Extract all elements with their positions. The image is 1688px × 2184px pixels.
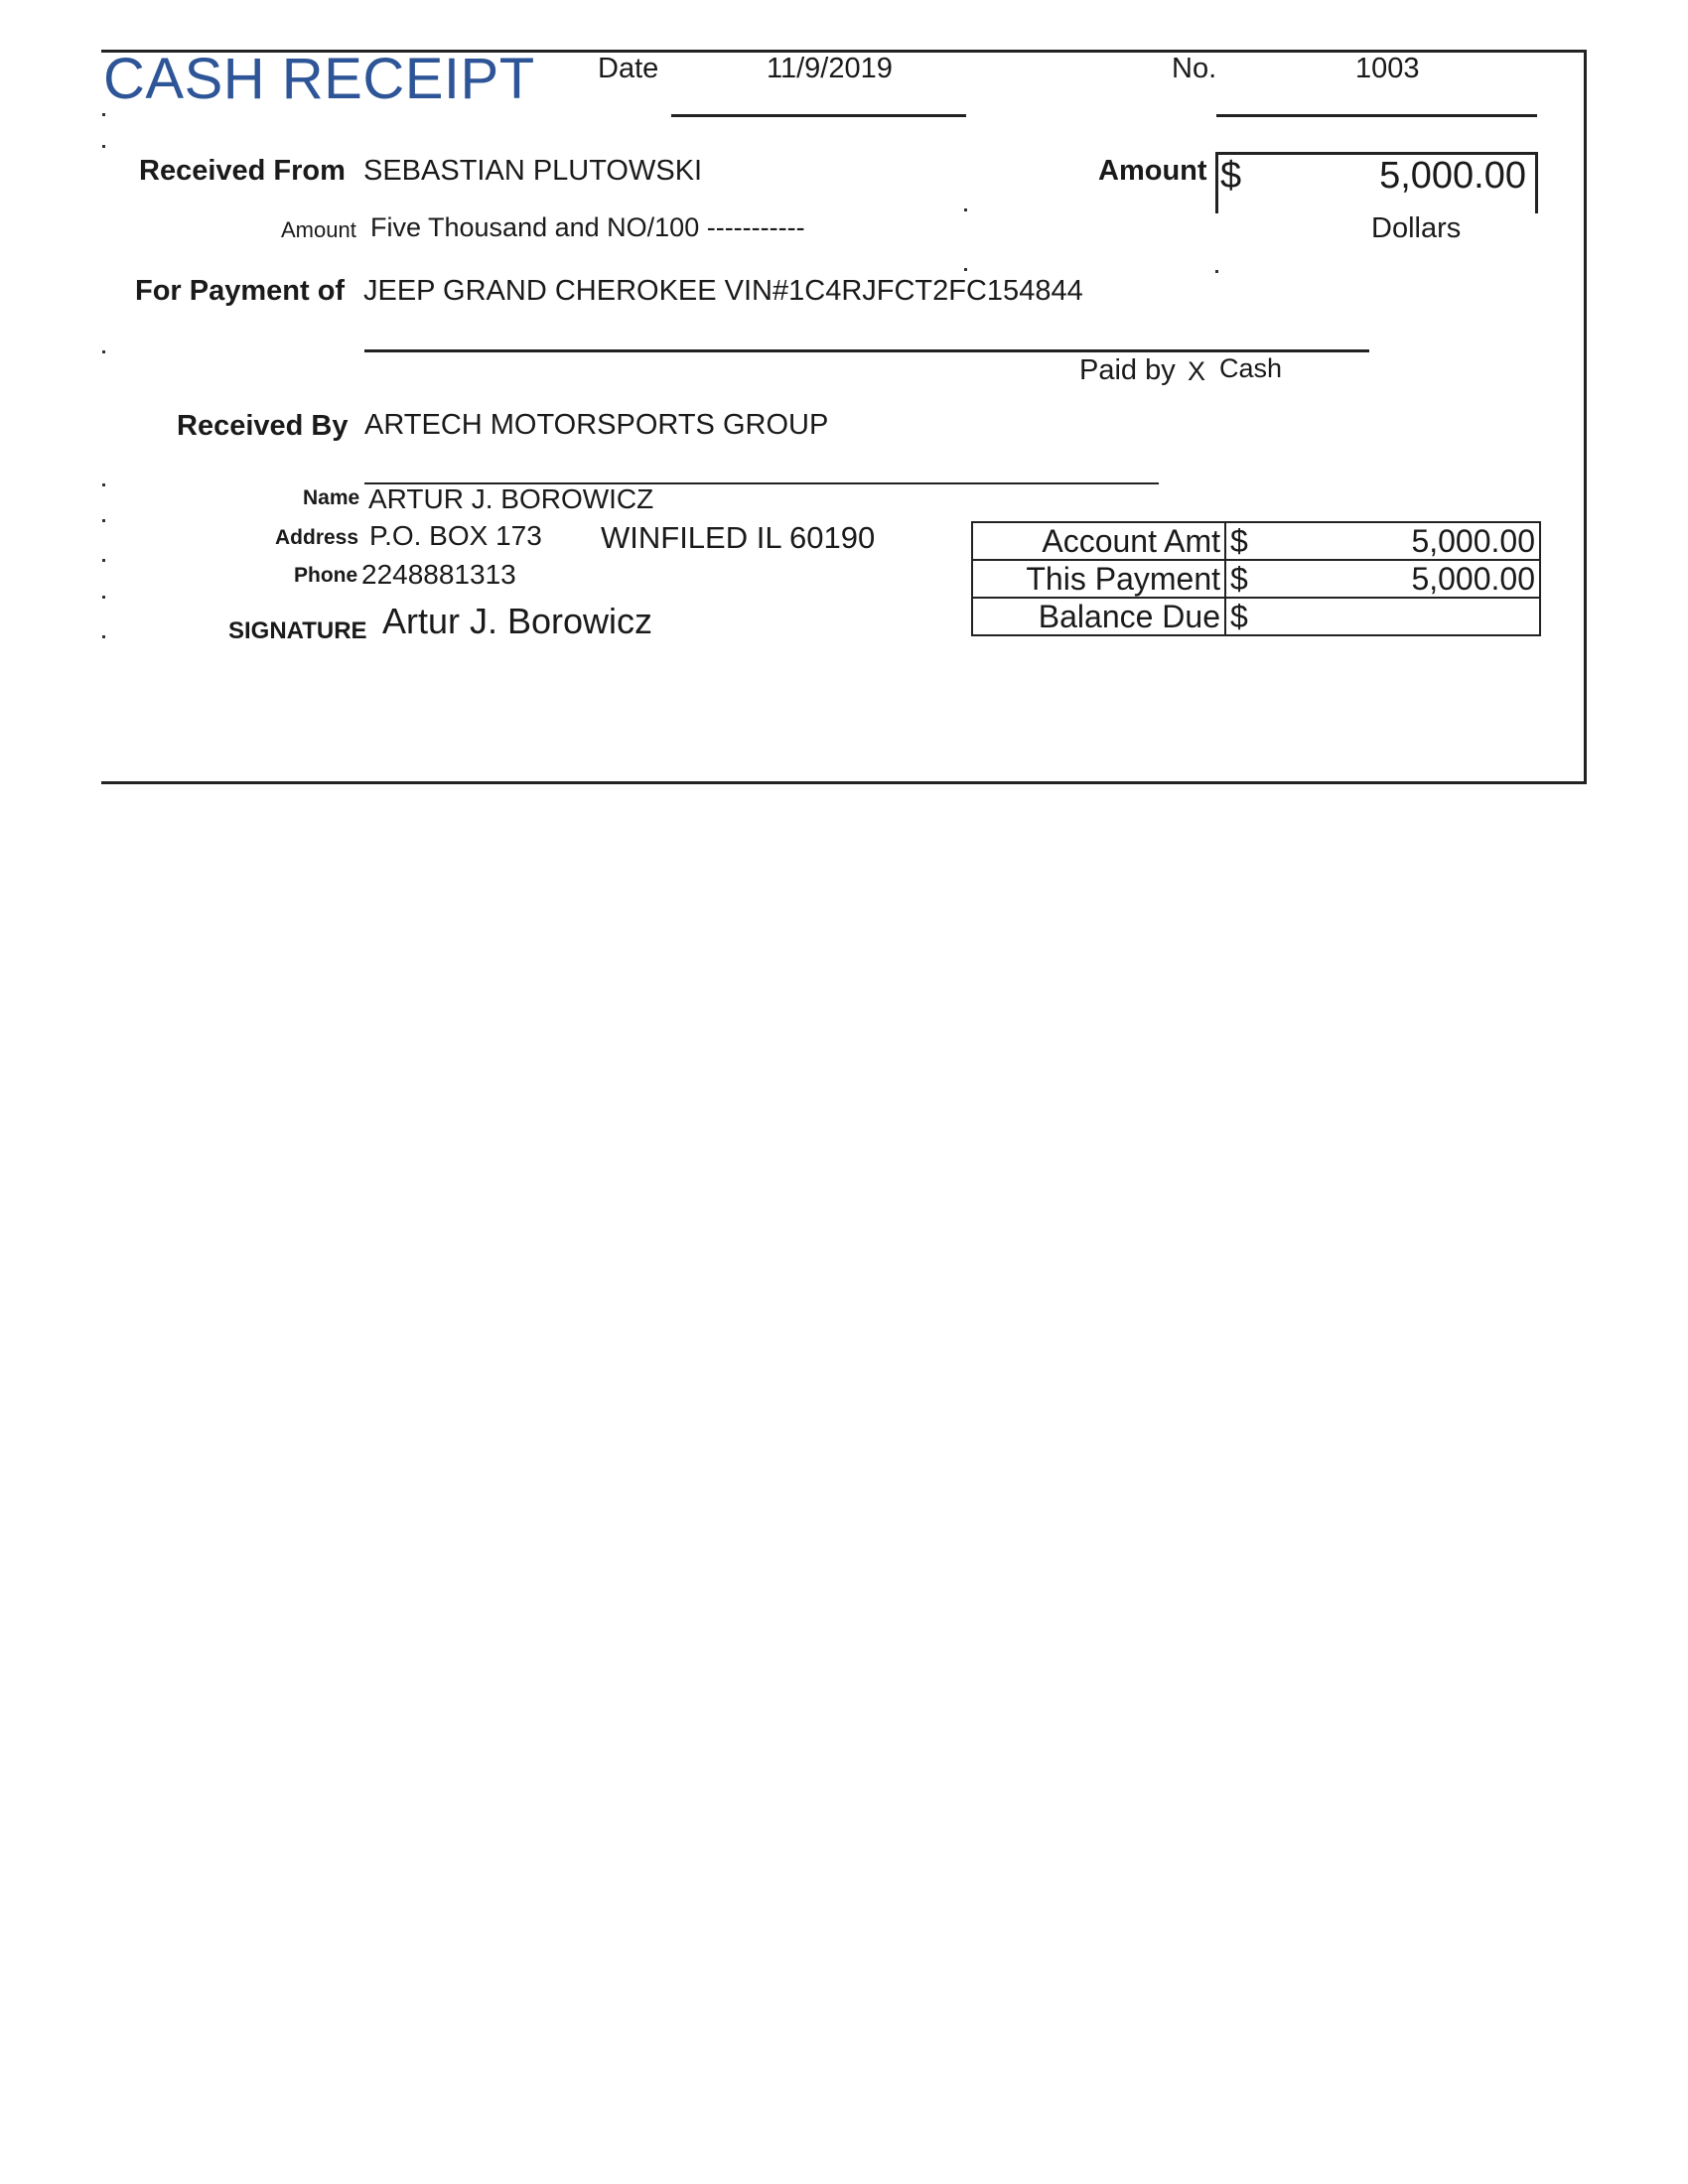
- amount-currency: $: [1220, 155, 1242, 197]
- receipt-bottom-border: [101, 781, 1587, 784]
- margin-dot: [964, 268, 967, 271]
- margin-dot: [102, 350, 105, 353]
- received-by-label: Received By: [177, 410, 349, 442]
- margin-dot: [102, 519, 105, 522]
- date-label: Date: [598, 53, 659, 84]
- account-amt-cell: [1225, 522, 1540, 560]
- margin-dot: [102, 635, 105, 638]
- name-value: ARTUR J. BOROWICZ: [368, 483, 654, 514]
- receipt-number-value: 1003: [1355, 53, 1420, 84]
- this-payment-cell: [1225, 560, 1540, 598]
- phone-value: 2248881313: [361, 559, 516, 590]
- this-payment-value: 5,000.00: [1411, 561, 1535, 597]
- balance-due-cell: [1225, 598, 1540, 635]
- amount-box-left: [1215, 152, 1218, 213]
- payment-for-value: JEEP GRAND CHEROKEE VIN#1C4RJFCT2FC154844: [363, 275, 1083, 307]
- name-label: Name: [303, 486, 360, 509]
- receipt-right-border: [1584, 50, 1587, 784]
- margin-dot: [102, 113, 105, 116]
- amount-label: Amount: [1098, 155, 1207, 187]
- margin-dot: [964, 208, 967, 211]
- received-by-value: ARTECH MOTORSPORTS GROUP: [364, 409, 829, 441]
- amount-value: 5,000.00: [1379, 155, 1526, 197]
- receipt-number-label: No.: [1172, 53, 1217, 84]
- date-underline: [671, 114, 966, 117]
- paid-by-mark: X: [1188, 356, 1206, 386]
- margin-dot: [102, 559, 105, 562]
- table-row: [972, 522, 1540, 560]
- page-title: CASH RECEIPT: [103, 47, 535, 111]
- table-row: [972, 598, 1540, 635]
- payment-underline: [364, 349, 1369, 352]
- balance-due-label: Balance Due: [972, 598, 1225, 635]
- account-amt-value: 5,000.00: [1411, 523, 1535, 559]
- received-from-label: Received From: [139, 155, 346, 187]
- address-line1: P.O. BOX 173: [369, 520, 542, 551]
- payment-for-label: For Payment of: [135, 275, 346, 307]
- number-underline: [1216, 114, 1537, 117]
- phone-label: Phone: [294, 564, 358, 587]
- margin-dot: [1215, 270, 1218, 273]
- margin-dot: [102, 483, 105, 486]
- this-payment-currency: $: [1230, 561, 1248, 597]
- date-value: 11/9/2019: [767, 53, 893, 84]
- amount-box-right: [1535, 152, 1538, 213]
- margin-dot: [102, 145, 105, 148]
- signature-value: Artur J. Borowicz: [382, 601, 653, 641]
- amount-words-value: Five Thousand and NO/100 -----------: [370, 212, 805, 242]
- balance-table: [971, 521, 1541, 636]
- paid-by-label: Paid by: [1079, 354, 1176, 386]
- account-amt-label: Account Amt: [972, 522, 1225, 560]
- received-from-value: SEBASTIAN PLUTOWSKI: [363, 155, 703, 187]
- table-row: [972, 560, 1540, 598]
- address-label: Address: [275, 526, 359, 549]
- paid-by-value: Cash: [1219, 353, 1283, 383]
- amount-words-label: Amount: [281, 217, 356, 242]
- account-amt-currency: $: [1230, 523, 1248, 559]
- this-payment-label: This Payment: [972, 560, 1225, 598]
- balance-due-currency: $: [1230, 599, 1248, 634]
- address-line2: WINFILED IL 60190: [601, 520, 876, 555]
- margin-dot: [102, 596, 105, 599]
- signature-label: SIGNATURE: [228, 617, 367, 644]
- dollars-label: Dollars: [1371, 212, 1462, 244]
